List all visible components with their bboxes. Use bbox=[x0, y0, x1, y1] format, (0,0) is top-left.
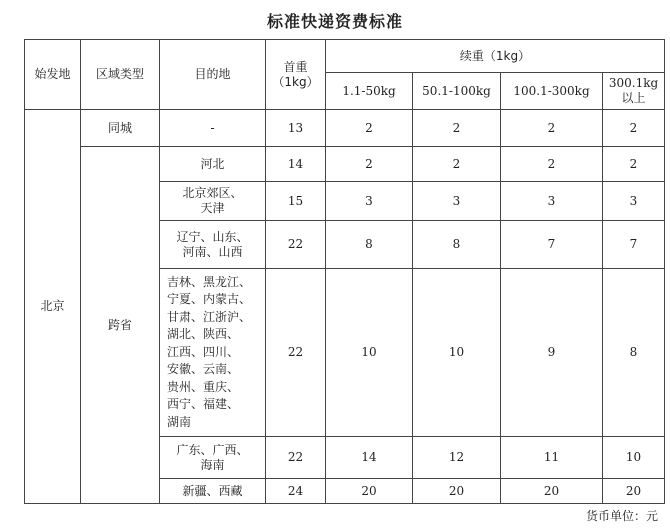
page-title: 标准快递资费标准 bbox=[266, 12, 403, 31]
table-row bbox=[25, 110, 665, 147]
first-weight-cell: 13 bbox=[266, 110, 326, 147]
band-1-cell: 20 bbox=[326, 479, 413, 504]
header-band-1: 1.1-50kg bbox=[326, 73, 413, 110]
destination-cell: 广东、广西、 海南 bbox=[160, 437, 266, 479]
destination-cell: 新疆、西藏 bbox=[160, 479, 266, 504]
origin-cell: 北京 bbox=[25, 110, 81, 504]
first-weight-cell: 22 bbox=[266, 221, 326, 269]
band-3-cell: 2 bbox=[501, 147, 603, 182]
header-origin: 始发地 bbox=[25, 40, 81, 110]
first-weight-cell: 24 bbox=[266, 479, 326, 504]
header-destination: 目的地 bbox=[160, 40, 266, 110]
band-4-cell: 2 bbox=[603, 147, 665, 182]
band-3-cell: 9 bbox=[501, 269, 603, 437]
band-1-cell: 14 bbox=[326, 437, 413, 479]
band-2-cell: 12 bbox=[413, 437, 501, 479]
band-3-cell: 11 bbox=[501, 437, 603, 479]
header-continued-weight: 续重（1kg） bbox=[326, 40, 665, 73]
destination-cell: 吉林、黑龙江、 宁夏、内蒙古、 甘肃、江浙沪、 湖北、陕西、 江西、四川、 安徽、云南、 贵州、重庆、 西宁、福建、 湖南 bbox=[160, 269, 266, 437]
destination-cell: 河北 bbox=[160, 147, 266, 182]
header-region-type: 区域类型 bbox=[81, 40, 160, 110]
first-weight-cell: 15 bbox=[266, 182, 326, 221]
band-1-cell: 2 bbox=[326, 147, 413, 182]
band-4-cell: 20 bbox=[603, 479, 665, 504]
destination-cell: 辽宁、山东、 河南、山西 bbox=[160, 221, 266, 269]
currency-unit-note: 货币单位：元 bbox=[585, 509, 658, 523]
band-4-cell: 2 bbox=[603, 110, 665, 147]
band-2-cell: 2 bbox=[413, 110, 501, 147]
table-row bbox=[25, 147, 665, 182]
band-2-cell: 8 bbox=[413, 221, 501, 269]
header-band-2: 50.1-100kg bbox=[413, 73, 501, 110]
band-3-cell: 2 bbox=[501, 110, 603, 147]
band-1-cell: 2 bbox=[326, 110, 413, 147]
header-row bbox=[25, 40, 665, 73]
band-4-cell: 10 bbox=[603, 437, 665, 479]
first-weight-cell: 22 bbox=[266, 269, 326, 437]
fee-table bbox=[24, 39, 665, 504]
band-2-cell: 10 bbox=[413, 269, 501, 437]
header-band-3: 100.1-300kg bbox=[501, 73, 603, 110]
band-4-cell: 3 bbox=[603, 182, 665, 221]
region-cross-province: 跨省 bbox=[81, 147, 160, 504]
band-1-cell: 10 bbox=[326, 269, 413, 437]
destination-cell: 北京郊区、 天津 bbox=[160, 182, 266, 221]
header-first-weight: 首重 （1kg） bbox=[266, 40, 326, 110]
band-2-cell: 3 bbox=[413, 182, 501, 221]
first-weight-cell: 22 bbox=[266, 437, 326, 479]
band-1-cell: 3 bbox=[326, 182, 413, 221]
band-4-cell: 8 bbox=[603, 269, 665, 437]
band-1-cell: 8 bbox=[326, 221, 413, 269]
band-2-cell: 20 bbox=[413, 479, 501, 504]
destination-cell: - bbox=[160, 110, 266, 147]
band-3-cell: 3 bbox=[501, 182, 603, 221]
band-2-cell: 2 bbox=[413, 147, 501, 182]
region-same-city: 同城 bbox=[81, 110, 160, 147]
header-band-4: 300.1kg 以上 bbox=[603, 73, 665, 110]
band-3-cell: 20 bbox=[501, 479, 603, 504]
band-3-cell: 7 bbox=[501, 221, 603, 269]
first-weight-cell: 14 bbox=[266, 147, 326, 182]
band-4-cell: 7 bbox=[603, 221, 665, 269]
